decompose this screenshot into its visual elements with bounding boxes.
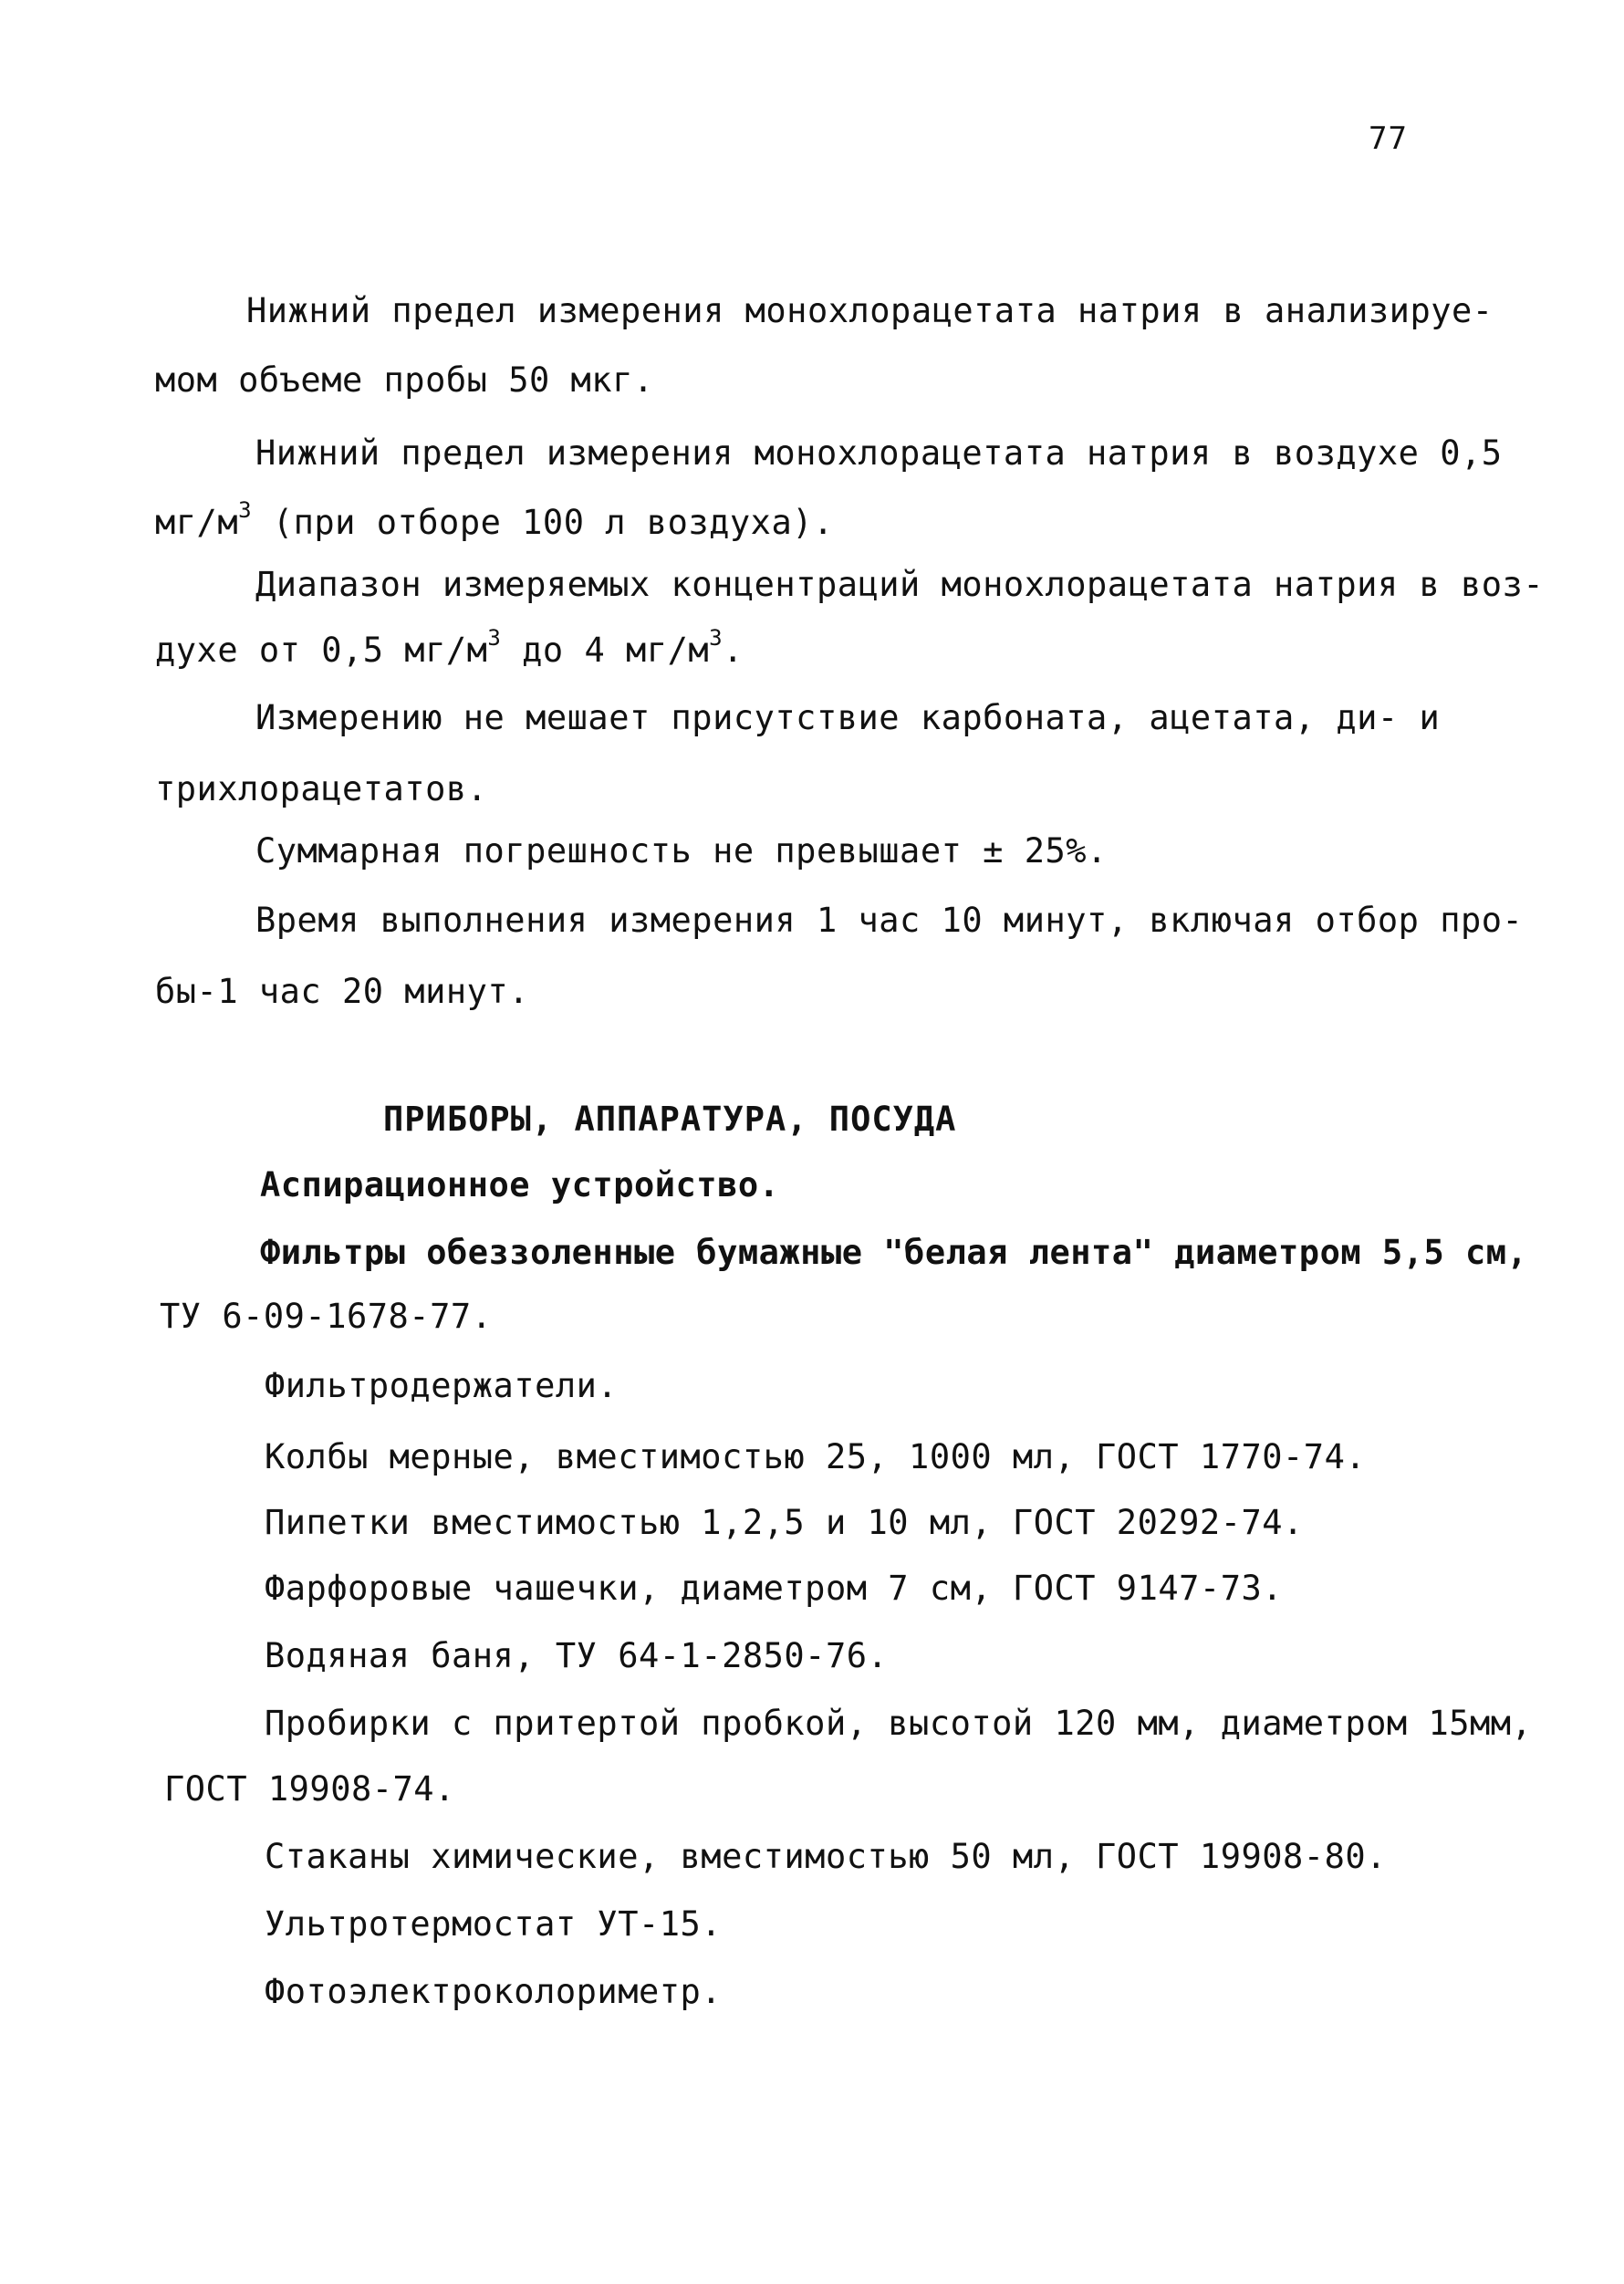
text-line: бы-1 час 20 минут. [155, 972, 529, 1011]
text-line: Нижний предел измерения монохлорацетата натрия в анализируе- [246, 291, 1494, 330]
text-line: трихлорацетатов. [155, 769, 488, 808]
section-heading: ПРИБОРЫ, АППАРАТУРА, ПОСУДА [383, 1100, 957, 1139]
text-line: Суммарная погрешность не превышает ± 25%. [255, 831, 1108, 871]
list-item: Ультротермостат УТ-15. [265, 1904, 723, 1944]
text-line: Диапазон измеряемых концентраций монохлорацетата натрия в воз- [255, 565, 1545, 604]
superscript: 3 [709, 625, 724, 651]
text-fragment: (при отборе 100 л воздуха). [252, 503, 834, 542]
list-item: Фарфоровые чашечки, диаметром 7 см, ГОСТ 9147-73. [265, 1569, 1284, 1608]
text-line: Нижний предел измерения монохлорацетата натрия в воздухе 0,5 [255, 433, 1503, 473]
list-item: ТУ 6-09-1678-77. [160, 1297, 493, 1336]
text-line: Измерению не мешает присутствие карбоната, ацетата, ди- и [255, 698, 1441, 737]
text-line [155, 497, 834, 542]
page-number: 77 [1369, 120, 1408, 157]
list-item: Стаканы химические, вместимостью 50 мл, ГОСТ 19908-80. [265, 1837, 1387, 1876]
text-fragment: духе от 0,5 мг/м [155, 631, 488, 670]
list-item: ГОСТ 19908-74. [164, 1769, 455, 1809]
text-line [155, 625, 744, 670]
text-fragment: . [723, 631, 744, 670]
list-item: Колбы мерные, вместимостью 25, 1000 мл, ГОСТ 1770-74. [265, 1437, 1367, 1476]
text-fragment: до 4 мг/м [501, 631, 710, 670]
list-item: Пробирки с притертой пробкой, высотой 120 мм, диаметром 15мм, [265, 1704, 1533, 1743]
list-item: Фотоэлектроколориметр. [265, 1972, 723, 2011]
text-fragment: мг/м [155, 503, 239, 542]
list-item: Водяная баня, ТУ 64-1-2850-76. [265, 1636, 889, 1675]
text-line: мом объеме пробы 50 мкг. [155, 360, 654, 400]
superscript: 3 [487, 625, 502, 651]
list-item: Фильтры обеззоленные бумажные "белая лента" диаметром 5,5 см, [260, 1233, 1528, 1272]
list-item: Фильтродержатели. [265, 1366, 619, 1405]
list-item: Аспирационное устройство. [260, 1165, 780, 1205]
list-item: Пипетки вместимостью 1,2,5 и 10 мл, ГОСТ 20292-74. [265, 1503, 1304, 1542]
text-line: Время выполнения измерения 1 час 10 минут, включая отбор про- [255, 901, 1524, 940]
superscript: 3 [238, 497, 253, 523]
